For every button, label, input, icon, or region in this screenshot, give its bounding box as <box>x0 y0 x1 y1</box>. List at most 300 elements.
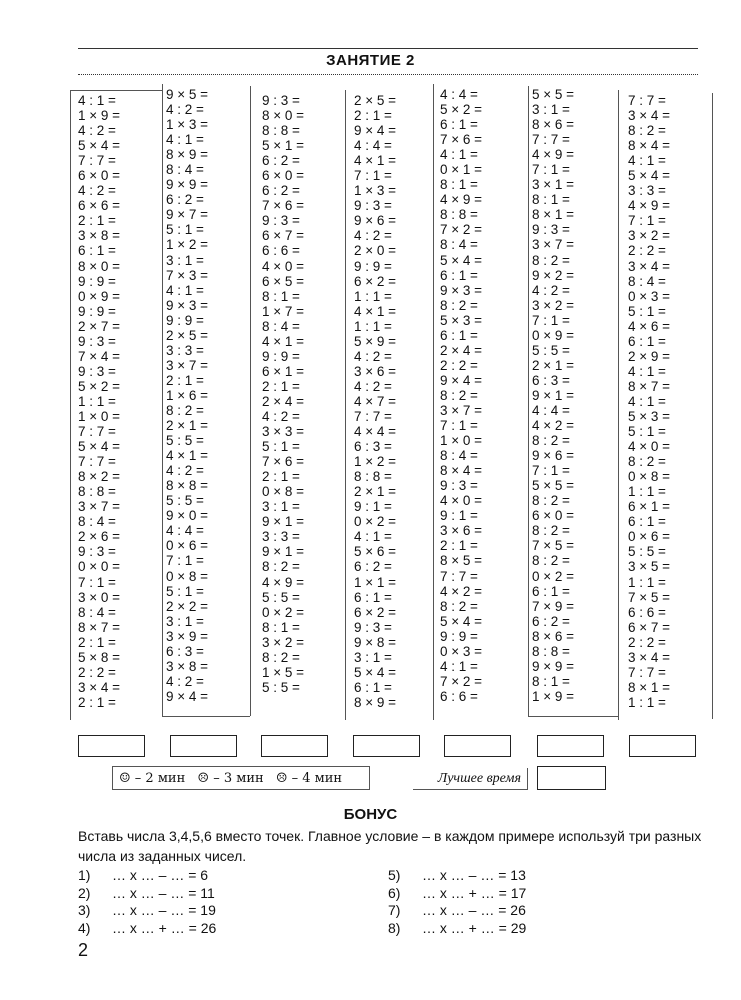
exercise-item: 3 × 7 = <box>166 357 209 373</box>
exercise-column-2 <box>166 87 234 704</box>
bonus-item-expression: … x … – … = 6 <box>112 867 209 883</box>
exercise-item: 3 × 6 = <box>354 363 397 379</box>
exercise-item: 0 × 6 = <box>628 529 671 545</box>
exercise-item: 9 : 9 = <box>262 348 300 364</box>
exercise-item: 2 × 1 = <box>532 357 575 373</box>
exercise-item: 7 × 6 = <box>440 132 483 148</box>
exercise-item: 5 × 1 = <box>262 138 305 154</box>
column-border <box>70 90 71 720</box>
column-border <box>618 90 619 720</box>
bonus-item-number: 3) <box>78 902 91 918</box>
exercise-item: 5 : 5 = <box>166 433 204 449</box>
exercise-item: 2 : 1 = <box>262 469 300 485</box>
time-legend-fast: ☺ – 2 мин <box>119 771 186 786</box>
exercise-item: 3 × 4 = <box>628 108 671 124</box>
exercise-item: 3 × 5 = <box>628 559 671 575</box>
bonus-item <box>78 902 216 920</box>
bonus-item-expression: … x … – … = 13 <box>422 867 526 883</box>
exercise-item: 4 : 2 = <box>166 673 204 689</box>
exercise-item: 2 × 4 = <box>262 393 305 409</box>
exercise-item: 2 × 1 = <box>354 484 397 500</box>
exercise-item: 9 × 9 = <box>532 658 575 674</box>
exercise-item: 5 × 4 = <box>78 138 121 154</box>
column-border <box>433 84 434 720</box>
exercise-item: 8 × 9 = <box>166 147 209 163</box>
best-time-box[interactable] <box>537 766 606 790</box>
exercise-item: 0 × 1 = <box>440 162 483 178</box>
exercise-item: 4 × 9 = <box>628 198 671 214</box>
exercise-item: 3 × 7 = <box>78 499 121 515</box>
exercise-item: 3 × 9 = <box>166 628 209 644</box>
exercise-item: 9 : 3 = <box>440 478 478 494</box>
exercise-item: 7 : 1 = <box>440 418 478 434</box>
exercise-item: 9 × 8 = <box>354 634 397 650</box>
exercise-item: 8 : 1 = <box>262 619 300 635</box>
bonus-item <box>388 902 526 920</box>
exercise-item: 4 : 2 = <box>354 348 392 364</box>
time-answer-box[interactable] <box>78 735 145 757</box>
exercise-item: 6 : 2 = <box>532 613 570 629</box>
exercise-item: 3 × 8 = <box>166 658 209 674</box>
exercise-column-6 <box>532 87 600 704</box>
exercise-item: 2 : 2 = <box>628 243 666 259</box>
exercise-item: 9 : 3 = <box>78 363 116 379</box>
exercise-item: 4 × 2 = <box>532 418 575 434</box>
exercise-item: 1 × 3 = <box>166 117 209 133</box>
exercise-item: 4 × 9 = <box>532 147 575 163</box>
exercise-item: 8 : 2 = <box>532 523 570 539</box>
exercise-item: 7 : 1 = <box>532 162 570 178</box>
exercise-item: 9 : 9 = <box>166 312 204 328</box>
exercise-item: 3 × 2 = <box>628 228 671 244</box>
exercise-item: 6 : 1 = <box>440 327 478 343</box>
exercise-item: 6 : 6 = <box>628 604 666 620</box>
exercise-item: 4 : 1 = <box>166 282 204 298</box>
exercise-item: 7 : 7 = <box>440 568 478 584</box>
exercise-item: 8 × 9 = <box>354 694 397 710</box>
exercise-item: 8 : 8 = <box>440 207 478 223</box>
page-number: 2 <box>78 940 89 960</box>
exercise-item: 2 : 2 = <box>440 357 478 373</box>
exercise-item: 4 × 6 = <box>628 318 671 334</box>
exercise-item: 4 × 0 = <box>440 493 483 509</box>
exercise-item: 4 : 1 = <box>628 393 666 409</box>
exercise-column-7 <box>628 93 696 710</box>
exercise-item: 6 × 7 = <box>262 228 305 244</box>
exercise-item: 7 × 4 = <box>78 348 121 364</box>
exercise-item: 5 × 9 = <box>354 333 397 349</box>
bonus-item-number: 2) <box>78 884 91 901</box>
time-answer-box[interactable] <box>444 735 511 757</box>
exercise-item: 4 : 1 = <box>78 93 116 108</box>
exercise-item: 2 : 1 = <box>78 694 116 710</box>
exercise-item: 9 × 5 = <box>166 87 209 102</box>
exercise-item: 1 × 2 = <box>166 237 209 253</box>
time-legend-medium: ☹ – 3 мин <box>197 771 264 786</box>
page-title: ЗАНЯТИЕ 2 <box>326 52 415 69</box>
exercise-item: 9 × 1 = <box>262 514 305 530</box>
exercise-item: 4 : 2 = <box>262 408 300 424</box>
exercise-item: 9 × 2 = <box>532 267 575 283</box>
exercise-item: 1 × 5 = <box>262 664 305 680</box>
exercise-item: 5 : 5 = <box>628 544 666 560</box>
time-answer-box[interactable] <box>170 735 237 757</box>
exercise-item: 8 : 8 = <box>354 469 392 485</box>
exercise-item: 4 × 1 = <box>166 448 209 464</box>
exercise-item: 5 : 5 = <box>532 342 570 358</box>
exercise-item: 6 × 5 = <box>262 273 305 289</box>
exercise-item: 8 × 7 = <box>628 378 671 394</box>
exercise-item: 7 × 5 = <box>532 538 575 554</box>
exercise-item: 8 : 4 = <box>440 237 478 253</box>
exercise-item: 2 : 1 = <box>78 634 116 650</box>
exercise-item: 8 : 2 = <box>532 433 570 449</box>
exercise-column-5 <box>440 87 508 704</box>
exercise-item: 5 × 2 = <box>440 102 483 118</box>
exercise-item: 6 : 3 = <box>532 372 570 388</box>
bonus-item-number: 8) <box>388 919 401 936</box>
exercise-item: 6 × 7 = <box>628 619 671 635</box>
exercise-item: 8 : 4 = <box>166 162 204 178</box>
exercise-item: 8 : 2 = <box>440 598 478 614</box>
exercise-item: 5 : 1 = <box>166 222 204 238</box>
exercise-item: 0 × 3 = <box>628 288 671 304</box>
exercise-item: 7 × 2 = <box>440 673 483 689</box>
exercise-item: 5 : 5 = <box>262 679 300 695</box>
exercise-item: 9 × 4 = <box>354 123 397 139</box>
exercise-item: 9 : 3 = <box>354 619 392 635</box>
exercise-item: 8 : 2 = <box>262 559 300 575</box>
exercise-item: 6 × 0 = <box>78 168 121 184</box>
exercise-item: 8 : 4 = <box>262 318 300 334</box>
exercise-item: 9 : 9 = <box>78 273 116 289</box>
time-legend-slow: ☹ – 4 мин <box>275 771 343 786</box>
exercise-item: 6 : 6 = <box>262 243 300 259</box>
exercise-item: 5 : 1 = <box>166 583 204 599</box>
bonus-item <box>388 885 526 903</box>
exercise-item: 5 × 3 = <box>628 408 671 424</box>
exercise-item: 5 × 4 = <box>440 252 483 268</box>
exercise-item: 1 × 1 = <box>354 574 397 590</box>
column-border <box>162 716 250 717</box>
exercise-item: 6 : 2 = <box>166 192 204 208</box>
exercise-item: 3 × 7 = <box>532 237 575 253</box>
exercise-item: 7 : 7 = <box>78 454 116 470</box>
exercise-item: 1 × 0 = <box>78 408 121 424</box>
exercise-item: 6 : 2 = <box>262 183 300 199</box>
exercise-item: 4 × 1 = <box>354 153 397 169</box>
exercise-item: 9 : 1 = <box>354 499 392 515</box>
exercise-item: 0 × 3 = <box>440 643 483 659</box>
exercise-item: 5 : 1 = <box>628 424 666 440</box>
exercise-item: 7 : 1 = <box>354 168 392 184</box>
exercise-item: 4 × 9 = <box>440 192 483 208</box>
exercise-item: 1 × 0 = <box>440 433 483 449</box>
bonus-item-number: 7) <box>388 902 401 918</box>
exercise-item: 4 : 1 = <box>440 658 478 674</box>
exercise-item: 8 : 8 = <box>78 484 116 500</box>
exercise-item: 8 × 6 = <box>532 117 575 133</box>
exercise-item: 8 : 2 = <box>532 493 570 509</box>
exercise-item: 9 : 3 = <box>532 222 570 238</box>
exercise-item: 3 × 4 = <box>628 258 671 274</box>
best-time-label: Лучшее время <box>413 768 528 790</box>
exercise-item: 5 : 5 = <box>166 493 204 509</box>
exercise-item: 3 × 4 = <box>78 679 121 695</box>
exercise-item: 7 : 7 = <box>532 132 570 148</box>
exercise-item: 8 : 2 = <box>166 402 204 418</box>
exercise-item: 4 : 4 = <box>354 138 392 154</box>
exercise-item: 2 × 2 = <box>166 598 209 614</box>
exercise-item: 2 × 6 = <box>78 529 121 545</box>
exercise-item: 4 : 1 = <box>354 529 392 545</box>
exercise-item: 2 × 5 = <box>354 93 397 108</box>
exercise-item: 0 × 9 = <box>78 288 121 304</box>
column-border <box>70 90 162 91</box>
exercise-item: 6 × 0 = <box>532 508 575 524</box>
exercise-item: 6 : 3 = <box>166 643 204 659</box>
exercise-item: 6 × 1 = <box>628 499 671 515</box>
exercise-item: 1 × 9 = <box>532 688 575 704</box>
exercise-item: 8 × 4 = <box>628 138 671 154</box>
exercise-item: 7 : 1 = <box>628 213 666 229</box>
bonus-item-expression: … x … – … = 19 <box>112 902 216 918</box>
exercise-item: 3 × 6 = <box>440 523 483 539</box>
exercise-item: 5 × 5 = <box>532 87 575 102</box>
exercise-item: 8 : 2 = <box>440 387 478 403</box>
exercise-item: 8 : 1 = <box>262 288 300 304</box>
exercise-item: 4 : 4 = <box>166 523 204 539</box>
exercise-item: 2 : 1 = <box>354 108 392 124</box>
exercise-item: 1 × 3 = <box>354 183 397 199</box>
time-answer-box[interactable] <box>537 735 604 757</box>
exercise-item: 7 × 6 = <box>262 198 305 214</box>
exercise-item: 2 : 1 = <box>262 378 300 394</box>
exercise-item: 2 : 1 = <box>440 538 478 554</box>
exercise-item: 4 : 1 = <box>628 363 666 379</box>
exercise-item: 0 × 8 = <box>262 484 305 500</box>
bonus-item-expression: … x … – … = 26 <box>422 902 526 918</box>
exercise-item: 9 : 3 = <box>354 198 392 214</box>
exercise-item: 1 × 9 = <box>78 108 121 124</box>
exercise-item: 1 × 6 = <box>166 387 209 403</box>
exercise-item: 2 : 1 = <box>166 372 204 388</box>
exercise-item: 7 : 7 = <box>628 664 666 680</box>
exercise-item: 6 × 1 = <box>262 363 305 379</box>
bonus-item <box>78 867 216 885</box>
bonus-list-right <box>388 867 526 937</box>
exercise-item: 4 × 7 = <box>354 393 397 409</box>
exercise-item: 9 × 9 = <box>166 177 209 193</box>
exercise-item: 2 × 0 = <box>354 243 397 259</box>
exercise-item: 4 : 2 = <box>354 378 392 394</box>
exercise-item: 1 : 1 = <box>628 694 666 710</box>
exercise-item: 5 × 8 = <box>78 649 121 665</box>
exercise-item: 5 × 4 = <box>354 664 397 680</box>
exercise-item: 8 : 4 = <box>440 448 478 464</box>
exercise-item: 5 × 3 = <box>440 312 483 328</box>
bonus-instructions: Вставь числа 3,4,5,6 вместо точек. Главное условие – в каждом примере используй три разных числа из заданных чисел. <box>78 828 702 864</box>
exercise-item: 7 : 7 = <box>78 153 116 169</box>
bonus-item-number: 1) <box>78 867 91 883</box>
exercise-item: 4 : 2 = <box>78 123 116 139</box>
exercise-item: 5 × 4 = <box>628 168 671 184</box>
exercise-item: 8 × 5 = <box>440 553 483 569</box>
exercise-item: 4 : 2 = <box>532 282 570 298</box>
bonus-item-expression: … x … + … = 17 <box>422 884 527 901</box>
exercise-item: 8 × 6 = <box>532 628 575 644</box>
exercise-item: 4 : 1 = <box>440 147 478 163</box>
bonus-item-expression: … x … – … = 11 <box>112 884 215 901</box>
exercise-item: 6 : 1 = <box>532 583 570 599</box>
exercise-item: 0 × 2 = <box>532 568 575 584</box>
exercise-item: 6 : 6 = <box>440 688 478 704</box>
time-answer-box[interactable] <box>629 735 696 757</box>
exercise-item: 6 : 1 = <box>440 267 478 283</box>
exercise-item: 2 : 1 = <box>78 213 116 229</box>
exercise-item: 7 × 6 = <box>262 454 305 470</box>
exercise-item: 3 : 1 = <box>532 102 570 118</box>
exercise-item: 9 : 9 = <box>354 258 392 274</box>
exercise-item: 5 × 6 = <box>354 544 397 560</box>
exercise-item: 2 : 2 = <box>628 634 666 650</box>
bonus-title: БОНУС <box>343 806 398 823</box>
exercise-item: 5 × 4 = <box>78 439 121 455</box>
exercise-item: 3 : 3 = <box>262 529 300 545</box>
exercise-item: 3 × 2 = <box>532 297 575 313</box>
exercise-item: 8 : 4 = <box>628 273 666 289</box>
exercise-item: 9 × 1 = <box>532 387 575 403</box>
exercise-item: 8 : 4 = <box>78 604 116 620</box>
exercise-item: 2 : 2 = <box>78 664 116 680</box>
exercise-item: 1 × 7 = <box>262 303 305 319</box>
header-top-rule <box>78 48 698 49</box>
exercise-item: 4 : 1 = <box>628 153 666 169</box>
exercise-item: 0 × 2 = <box>262 604 305 620</box>
time-answer-box[interactable] <box>353 735 420 757</box>
exercise-item: 6 : 1 = <box>440 117 478 133</box>
exercise-item: 8 × 8 = <box>166 478 209 494</box>
exercise-item: 3 × 2 = <box>262 634 305 650</box>
exercise-item: 3 : 1 = <box>262 499 300 515</box>
exercise-item: 4 × 9 = <box>262 574 305 590</box>
exercise-item: 9 : 9 = <box>440 628 478 644</box>
exercise-item: 5 : 1 = <box>262 439 300 455</box>
exercise-item: 6 × 2 = <box>354 604 397 620</box>
exercise-item: 9 × 3 = <box>440 282 483 298</box>
exercise-item: 7 × 3 = <box>166 267 209 283</box>
exercise-column-1 <box>78 93 146 710</box>
exercise-item: 4 : 2 = <box>166 102 204 118</box>
exercise-item: 9 : 1 = <box>440 508 478 524</box>
exercise-item: 4 × 0 = <box>628 439 671 455</box>
column-border <box>528 716 618 717</box>
exercise-column-3 <box>262 93 330 695</box>
exercise-item: 3 × 0 = <box>78 589 121 605</box>
exercise-item: 4 : 1 = <box>166 132 204 148</box>
exercise-item: 1 : 1 = <box>628 484 666 500</box>
exercise-item: 3 × 8 = <box>78 228 121 244</box>
exercise-item: 3 : 3 = <box>628 183 666 199</box>
exercise-item: 6 : 1 = <box>354 589 392 605</box>
exercise-item: 3 × 4 = <box>628 649 671 665</box>
exercise-item: 4 × 2 = <box>440 583 483 599</box>
exercise-item: 9 : 9 = <box>78 303 116 319</box>
exercise-item: 3 : 3 = <box>166 342 204 358</box>
exercise-item: 7 : 1 = <box>532 463 570 479</box>
exercise-item: 0 × 0 = <box>78 559 121 575</box>
exercise-item: 0 × 9 = <box>532 327 575 343</box>
exercise-item: 8 × 0 = <box>262 108 305 124</box>
exercise-item: 8 : 2 = <box>440 297 478 313</box>
exercise-item: 9 × 6 = <box>532 448 575 464</box>
exercise-item: 1 : 1 = <box>78 393 116 409</box>
exercise-item: 8 × 0 = <box>78 258 121 274</box>
exercise-item: 5 × 2 = <box>78 378 121 394</box>
exercise-item: 4 : 2 = <box>354 228 392 244</box>
bonus-item-number: 5) <box>388 867 401 883</box>
exercise-item: 4 × 1 = <box>354 303 397 319</box>
exercise-item: 1 : 1 = <box>628 574 666 590</box>
bonus-item-number: 4) <box>78 919 91 936</box>
exercise-item: 7 : 7 = <box>628 93 666 108</box>
exercise-item: 2 × 9 = <box>628 348 671 364</box>
time-answer-box[interactable] <box>261 735 328 757</box>
exercise-item: 0 × 2 = <box>354 514 397 530</box>
exercise-item: 4 : 4 = <box>532 402 570 418</box>
exercise-item: 8 : 4 = <box>78 514 116 530</box>
exercise-item: 6 : 1 = <box>354 679 392 695</box>
exercise-column-4 <box>354 93 422 710</box>
exercise-item: 6 : 2 = <box>354 559 392 575</box>
exercise-item: 6 × 2 = <box>354 273 397 289</box>
exercise-item: 8 × 1 = <box>628 679 671 695</box>
exercise-item: 9 × 0 = <box>166 508 209 524</box>
exercise-item: 6 × 0 = <box>262 168 305 184</box>
column-border <box>162 84 163 716</box>
column-border <box>528 86 529 716</box>
exercise-item: 9 : 3 = <box>262 93 300 108</box>
bonus-item-number: 6) <box>388 884 401 901</box>
exercise-item: 5 × 4 = <box>440 613 483 629</box>
exercise-item: 8 × 7 = <box>78 619 121 635</box>
exercise-item: 7 : 1 = <box>166 553 204 569</box>
exercise-item: 0 × 6 = <box>166 538 209 554</box>
exercise-item: 2 × 7 = <box>78 318 121 334</box>
exercise-item: 3 : 1 = <box>166 613 204 629</box>
exercise-item: 6 : 1 = <box>628 514 666 530</box>
exercise-item: 4 : 2 = <box>166 463 204 479</box>
exercise-item: 7 × 9 = <box>532 598 575 614</box>
exercise-item: 6 : 1 = <box>628 333 666 349</box>
exercise-item: 0 × 8 = <box>166 568 209 584</box>
exercise-item: 9 × 4 = <box>440 372 483 388</box>
exercise-item: 9 : 3 = <box>78 333 116 349</box>
exercise-item: 8 : 1 = <box>532 673 570 689</box>
exercise-item: 2 × 4 = <box>440 342 483 358</box>
exercise-item: 8 × 2 = <box>78 469 121 485</box>
exercise-item: 3 : 1 = <box>166 252 204 268</box>
exercise-item: 8 : 8 = <box>262 123 300 139</box>
column-border <box>250 86 251 716</box>
exercise-item: 3 × 3 = <box>262 424 305 440</box>
exercise-item: 6 × 6 = <box>78 198 121 214</box>
exercise-item: 0 × 8 = <box>628 469 671 485</box>
exercise-item: 8 : 8 = <box>532 643 570 659</box>
exercise-item: 3 : 1 = <box>354 649 392 665</box>
exercise-item: 8 × 4 = <box>440 463 483 479</box>
exercise-item: 8 : 2 = <box>532 553 570 569</box>
